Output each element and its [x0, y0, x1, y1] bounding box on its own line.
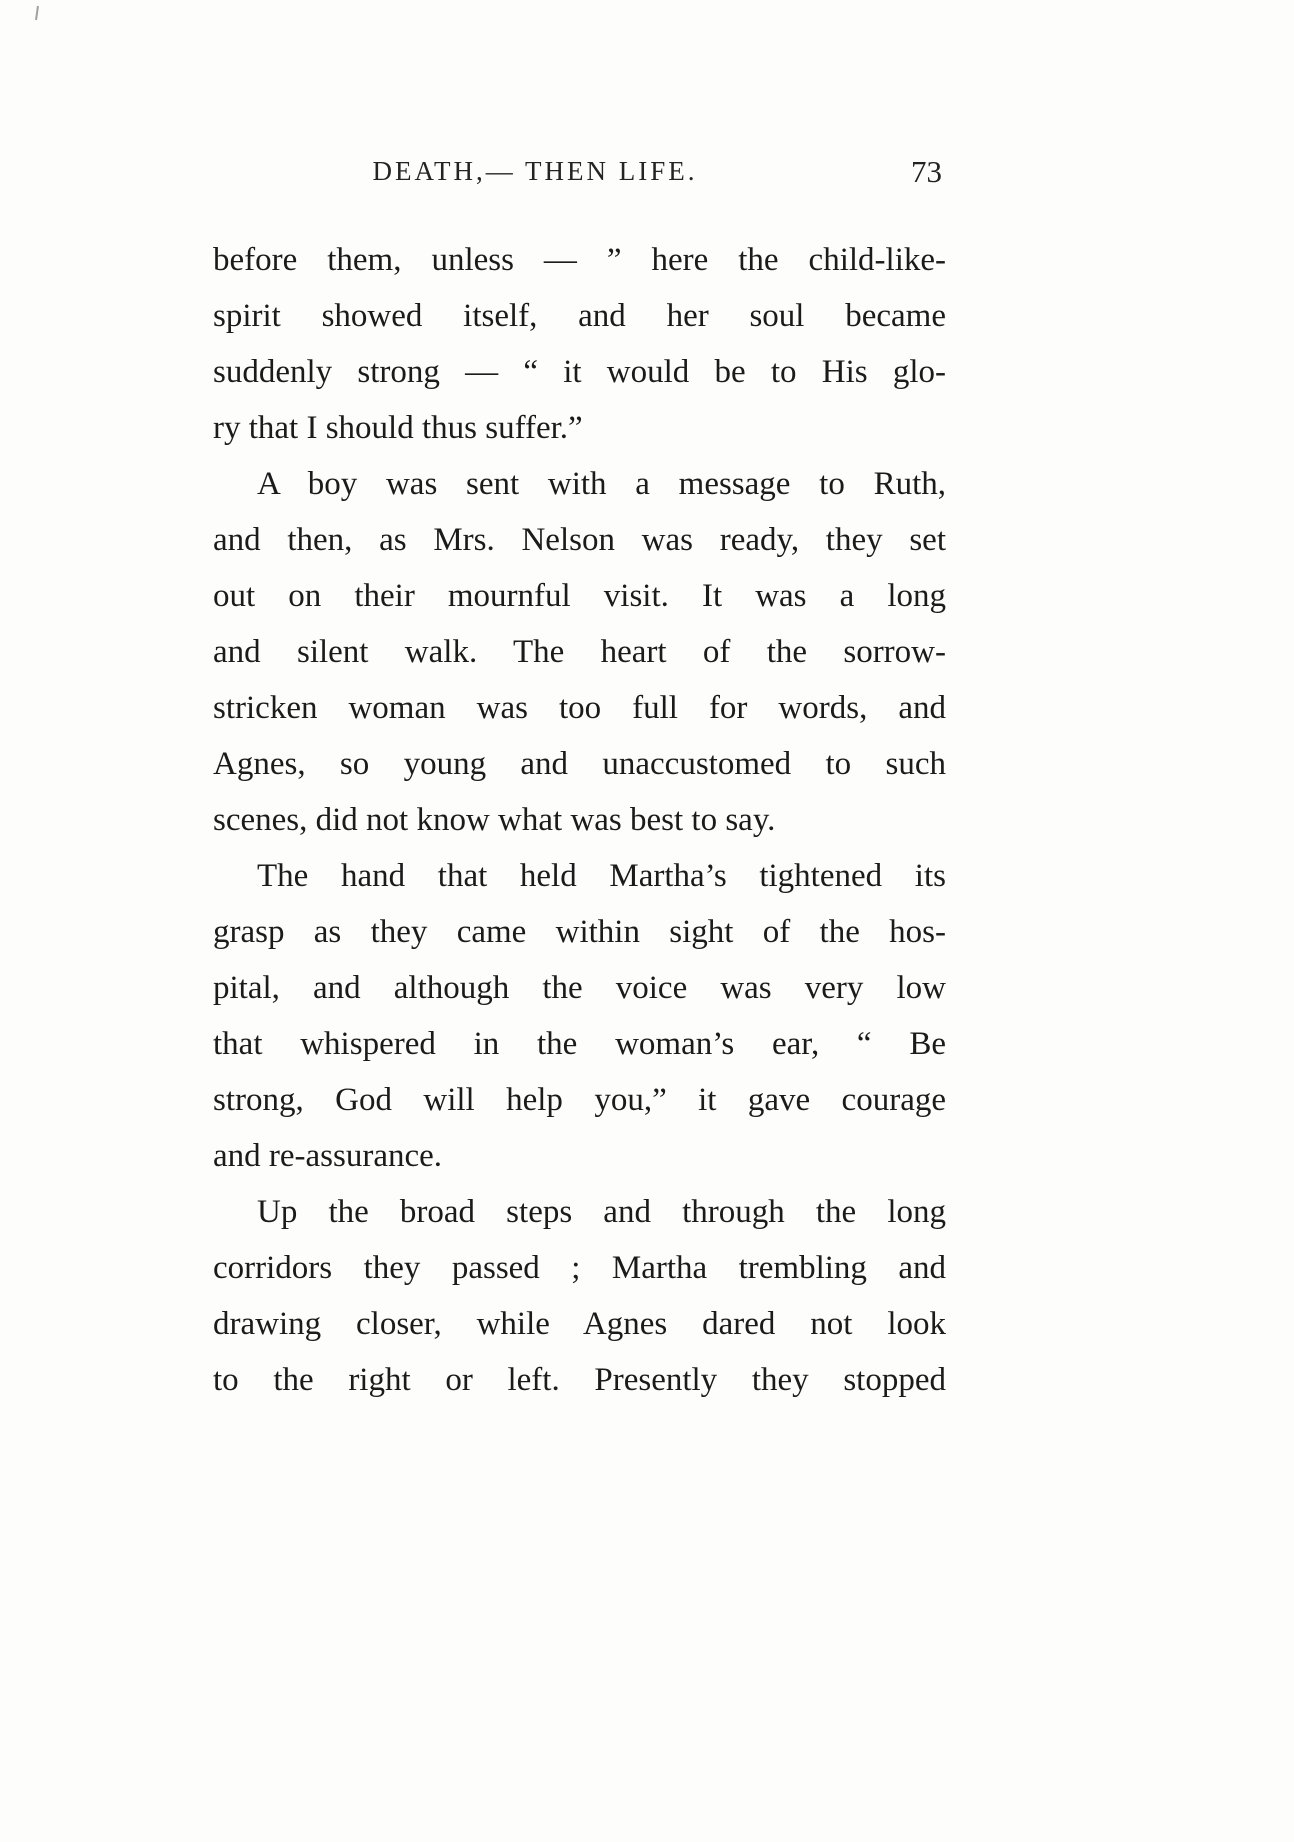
text-line: pital, and although the voice was very low: [213, 970, 946, 1006]
text-line: and silent walk. The heart of the sorrow-: [213, 634, 946, 670]
text-line: ry that I should thus suffer.”: [213, 410, 583, 446]
text-line: stricken woman was too full for words, and: [213, 690, 946, 726]
text-block: [213, 232, 946, 1408]
text-line: scenes, did not know what was best to say.: [213, 802, 776, 838]
text-line: grasp as they came within sight of the hos-: [213, 914, 946, 950]
text-line: and re-assurance.: [213, 1138, 443, 1174]
running-header: DEATH,— THEN LIFE.: [372, 156, 698, 186]
text-line: strong, God will help you,” it gave courage: [213, 1082, 946, 1118]
page-number: 73: [911, 154, 942, 189]
scan-artifact: [35, 6, 39, 20]
paragraph: [213, 232, 946, 456]
text-line: The hand that held Martha’s tightened its: [257, 858, 946, 894]
text-line: Up the broad steps and through the long: [257, 1194, 946, 1230]
page-header-row: [212, 156, 948, 196]
text-line: out on their mournful visit. It was a long: [213, 578, 946, 614]
text-line: before them, unless — ” here the child-like-: [213, 242, 946, 278]
text-line: and then, as Mrs. Nelson was ready, they set: [213, 522, 946, 558]
text-line: that whispered in the woman’s ear, “ Be: [213, 1026, 946, 1062]
paragraph: [213, 848, 946, 1184]
text-line: Agnes, so young and unaccustomed to such: [213, 746, 946, 782]
text-line: A boy was sent with a message to Ruth,: [257, 466, 946, 502]
paragraph: [213, 456, 946, 848]
text-line: to the right or left. Presently they stopped: [213, 1362, 946, 1398]
text-line: spirit showed itself, and her soul became: [213, 298, 946, 334]
text-line: drawing closer, while Agnes dared not look: [213, 1306, 946, 1342]
text-line: suddenly strong — “ it would be to His glo-: [213, 354, 946, 390]
paragraph: [213, 1184, 946, 1408]
text-line: corridors they passed ; Martha trembling and: [213, 1250, 946, 1286]
